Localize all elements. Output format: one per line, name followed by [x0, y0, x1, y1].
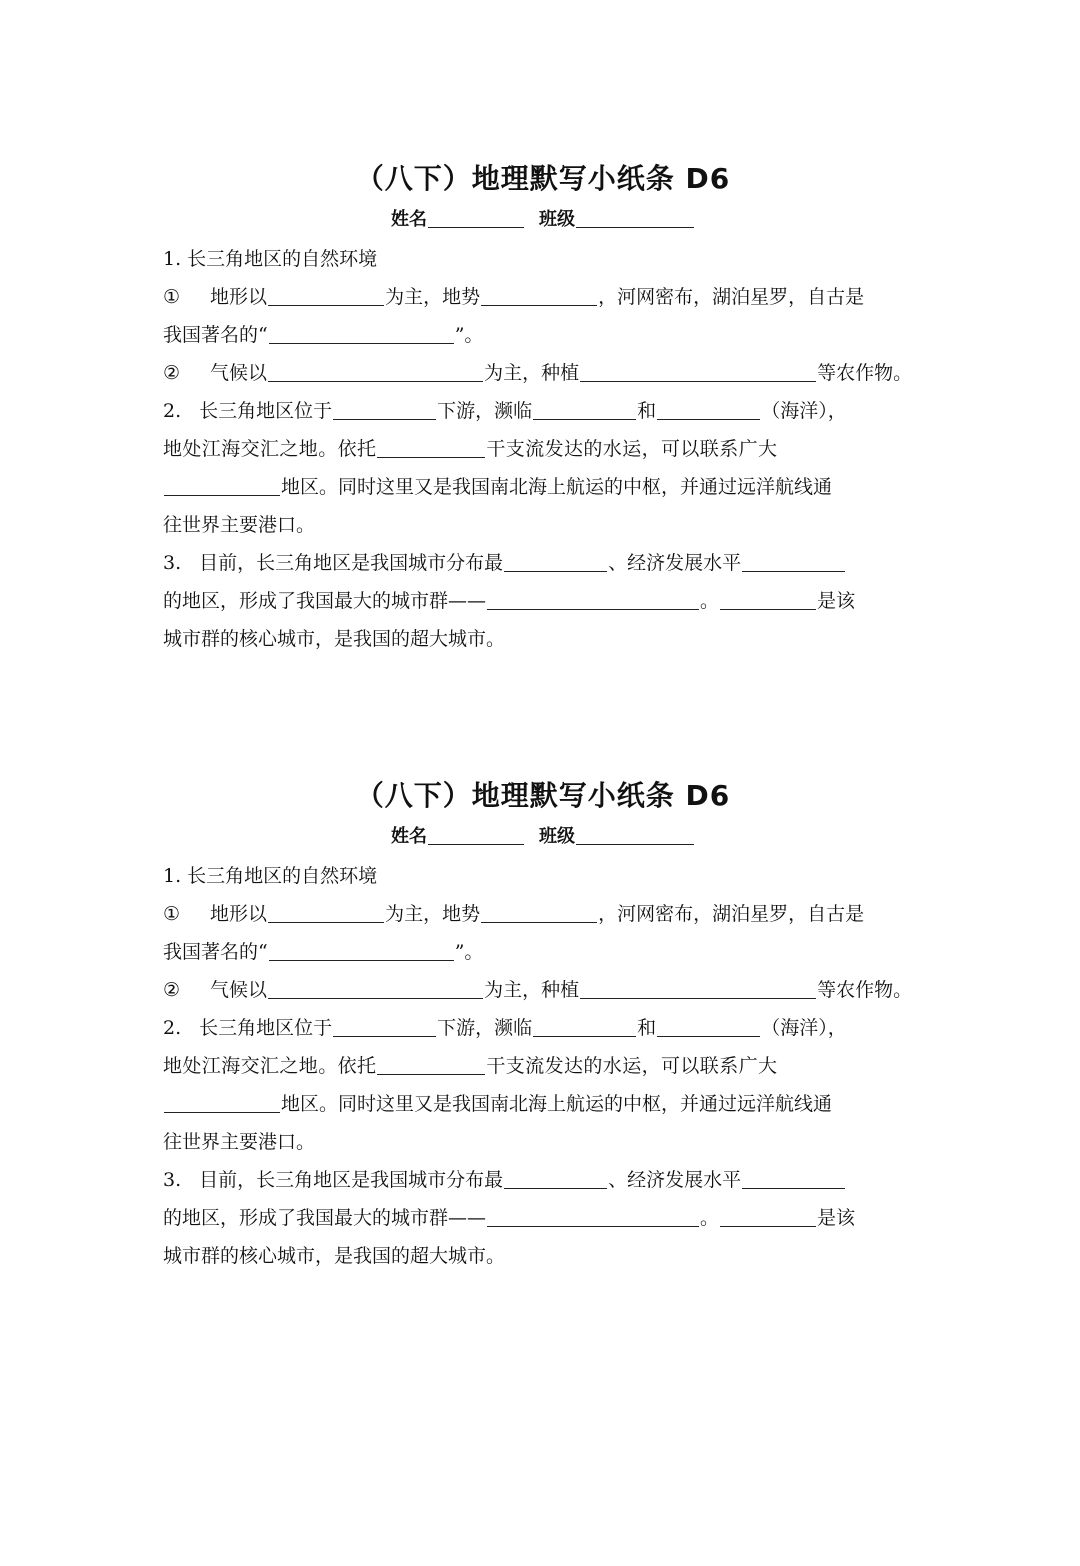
worksheet-title: （八下）地理默写小纸条 D6	[355, 779, 731, 812]
question-2-line-4: 往世界主要港口。	[163, 514, 316, 536]
q2-text-1: 长三角地区位于	[199, 1017, 333, 1039]
q2-text-1: 长三角地区位于	[199, 400, 333, 422]
terrain-trend-blank[interactable]	[481, 283, 597, 306]
crops-blank[interactable]	[580, 359, 816, 382]
question-3-line-2	[163, 582, 923, 620]
q1a-text-1: 地形以	[210, 903, 268, 925]
climate-blank[interactable]	[268, 359, 483, 382]
question-number: 2.	[163, 400, 182, 422]
terrain-trend-blank[interactable]	[481, 900, 597, 923]
q1a-text-1: 地形以	[210, 286, 268, 308]
river-system-blank[interactable]	[377, 435, 485, 458]
name-blank[interactable]	[428, 205, 524, 228]
q2-text-4: （海洋），	[761, 400, 847, 422]
worksheet-1	[163, 158, 923, 658]
question-3-line-1	[163, 544, 923, 582]
river-blank[interactable]	[333, 397, 436, 420]
q2-text-7: 地区。同时这里又是我国南北海上航运的中枢，并通过远洋航线通	[281, 1093, 833, 1115]
class-label: 班级	[539, 209, 575, 230]
name-class-row	[163, 200, 923, 240]
question-2-line-1	[163, 392, 923, 430]
region-blank[interactable]	[164, 473, 280, 496]
q2-text-3: 和	[637, 1017, 657, 1039]
question-2-line-2	[163, 1047, 923, 1085]
sea-blank-2[interactable]	[657, 1014, 760, 1037]
city-cluster-blank[interactable]	[487, 1204, 699, 1227]
q1b-text-2: 为主，种植	[484, 362, 580, 384]
question-2-line-3	[163, 468, 923, 506]
terrain-blank[interactable]	[268, 900, 384, 923]
sea-blank-2[interactable]	[657, 397, 760, 420]
question-number: 3.	[163, 552, 182, 574]
q3-text-3: 的地区，形成了我国最大的城市群——	[163, 1207, 487, 1229]
q1b-text-1: 气候以	[210, 979, 268, 1001]
q3-text-2: 、经济发展水平	[608, 552, 742, 574]
q3-text-4: 。	[700, 1207, 720, 1229]
item-marker: ①	[163, 286, 181, 308]
q3-text-5: 是该	[817, 1207, 856, 1229]
name-label: 姓名	[391, 209, 427, 230]
question-1-item-1-cont	[163, 316, 923, 354]
question-2-line-4: 往世界主要港口。	[163, 1131, 316, 1153]
q2-text-5: 地处江海交汇之地。依托	[163, 1055, 377, 1077]
class-blank[interactable]	[576, 205, 694, 228]
q1a-text-5: ”。	[454, 941, 484, 963]
q1a-text-2: 为主，地势	[385, 903, 481, 925]
q2-text-4: （海洋），	[761, 1017, 847, 1039]
question-2-line-1	[163, 1009, 923, 1047]
city-cluster-blank[interactable]	[487, 587, 699, 610]
sea-blank-1[interactable]	[533, 397, 636, 420]
name-label: 姓名	[391, 826, 427, 847]
q2-text-6: 干支流发达的水运，可以联系广大	[486, 438, 778, 460]
terrain-blank[interactable]	[268, 283, 384, 306]
q1b-text-1: 气候以	[210, 362, 268, 384]
q2-text-6: 干支流发达的水运，可以联系广大	[486, 1055, 778, 1077]
class-label: 班级	[539, 826, 575, 847]
question-1-heading: 1. 长三角地区的自然环境	[163, 248, 378, 270]
river-system-blank[interactable]	[377, 1052, 485, 1075]
famous-name-blank[interactable]	[269, 938, 454, 961]
q1b-text-3: 等农作物。	[817, 979, 913, 1001]
item-marker: ②	[163, 362, 181, 384]
question-1-heading: 1. 长三角地区的自然环境	[163, 865, 378, 887]
worksheet-2	[163, 775, 923, 1275]
q1b-text-2: 为主，种植	[484, 979, 580, 1001]
q1a-text-4: 我国著名的“	[163, 324, 268, 346]
question-1-item-2	[163, 354, 923, 392]
q2-text-7: 地区。同时这里又是我国南北海上航运的中枢，并通过远洋航线通	[281, 476, 833, 498]
q1b-text-3: 等农作物。	[817, 362, 913, 384]
question-3-line-3: 城市群的核心城市，是我国的超大城市。	[163, 628, 506, 650]
q3-text-3: 的地区，形成了我国最大的城市群——	[163, 590, 487, 612]
q1a-text-5: ”。	[454, 324, 484, 346]
question-3-line-2	[163, 1199, 923, 1237]
economy-blank[interactable]	[742, 549, 845, 572]
name-class-row	[163, 817, 923, 857]
question-number: 2.	[163, 1017, 182, 1039]
question-1-item-1-cont	[163, 933, 923, 971]
item-marker: ②	[163, 979, 181, 1001]
q1a-text-3: ，河网密布，湖泊星罗，自古是	[598, 286, 865, 308]
core-city-blank[interactable]	[720, 1204, 816, 1227]
question-2-line-3	[163, 1085, 923, 1123]
q3-text-2: 、经济发展水平	[608, 1169, 742, 1191]
famous-name-blank[interactable]	[269, 321, 454, 344]
region-blank[interactable]	[164, 1090, 280, 1113]
q2-text-2: 下游，濒临	[437, 1017, 533, 1039]
question-1-item-1	[163, 278, 923, 316]
q1a-text-2: 为主，地势	[385, 286, 481, 308]
core-city-blank[interactable]	[720, 587, 816, 610]
crops-blank[interactable]	[580, 976, 816, 999]
question-2-line-2	[163, 430, 923, 468]
sea-blank-1[interactable]	[533, 1014, 636, 1037]
question-3-line-1	[163, 1161, 923, 1199]
economy-blank[interactable]	[742, 1166, 845, 1189]
q1a-text-3: ，河网密布，湖泊星罗，自古是	[598, 903, 865, 925]
q3-text-5: 是该	[817, 590, 856, 612]
q3-text-1: 目前，长三角地区是我国城市分布最	[199, 552, 504, 574]
river-blank[interactable]	[333, 1014, 436, 1037]
density-blank[interactable]	[504, 549, 607, 572]
q2-text-3: 和	[637, 400, 657, 422]
q2-text-2: 下游，濒临	[437, 400, 533, 422]
density-blank[interactable]	[504, 1166, 607, 1189]
worksheet-title: （八下）地理默写小纸条 D6	[355, 162, 731, 195]
q3-text-4: 。	[700, 590, 720, 612]
question-1-item-2	[163, 971, 923, 1009]
climate-blank[interactable]	[268, 976, 483, 999]
question-1-item-1	[163, 895, 923, 933]
q1a-text-4: 我国著名的“	[163, 941, 268, 963]
q3-text-1: 目前，长三角地区是我国城市分布最	[199, 1169, 504, 1191]
item-marker: ①	[163, 903, 181, 925]
name-blank[interactable]	[428, 822, 524, 845]
class-blank[interactable]	[576, 822, 694, 845]
question-number: 3.	[163, 1169, 182, 1191]
q2-text-5: 地处江海交汇之地。依托	[163, 438, 377, 460]
question-3-line-3: 城市群的核心城市，是我国的超大城市。	[163, 1245, 506, 1267]
